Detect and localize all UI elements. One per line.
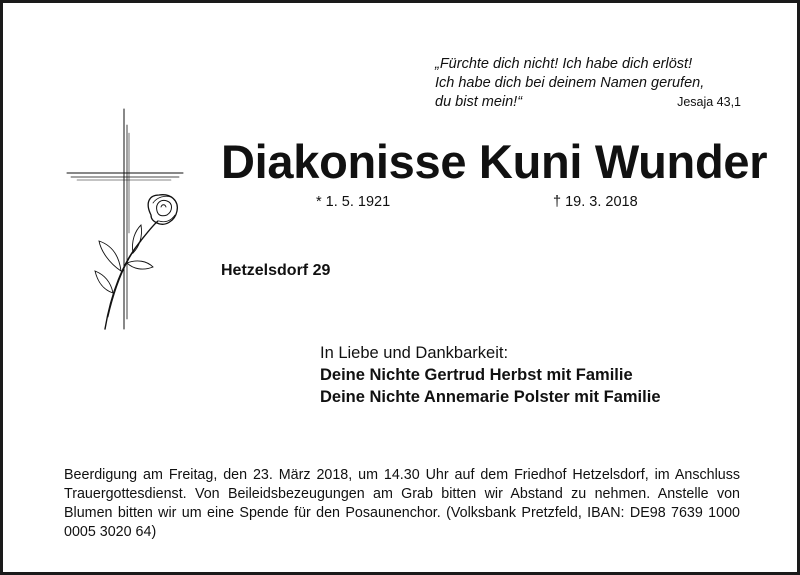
quote-line: Ich habe dich bei deinem Namen gerufen, (435, 75, 705, 91)
mourner-name: Deine Nichte Gertrud Herbst mit Familie (320, 366, 633, 384)
quote-line-last (435, 93, 741, 112)
birth-date: * 1. 5. 1921 (316, 194, 391, 210)
quote-source: Jesaja 43,1 (677, 95, 741, 109)
death-date: † 19. 3. 2018 (553, 194, 638, 210)
quote-line: du bist mein!“ (435, 94, 523, 110)
bible-quote (435, 55, 741, 112)
mourners-block (320, 342, 661, 408)
address: Hetzelsdorf 29 (221, 262, 331, 279)
deceased-name: Diakonisse Kuni Wunder (221, 135, 768, 188)
funeral-notice: Beerdigung am Freitag, den 23. März 2018, um 14.30 Uhr auf dem Friedhof Hetzelsdorf, im Anschluss Trauergottesdienst. Von Beileidsbezeugungen am Grab bitten wir Abstand zu nehmen. Anstelle von Blumen bitten wir um eine Spende für den Posaunenchor. (Volksbank Pretzfeld, IBAN: DE98 7639 1000 0005 3020 64) (64, 467, 740, 540)
mourner-name: Deine Nichte Annemarie Polster mit Familie (320, 388, 661, 406)
mourners-intro: In Liebe und Dankbarkeit: (320, 344, 509, 362)
quote-line: „Fürchte dich nicht! Ich habe dich erlöst! (435, 56, 693, 72)
cross-with-rose-icon (61, 103, 191, 335)
